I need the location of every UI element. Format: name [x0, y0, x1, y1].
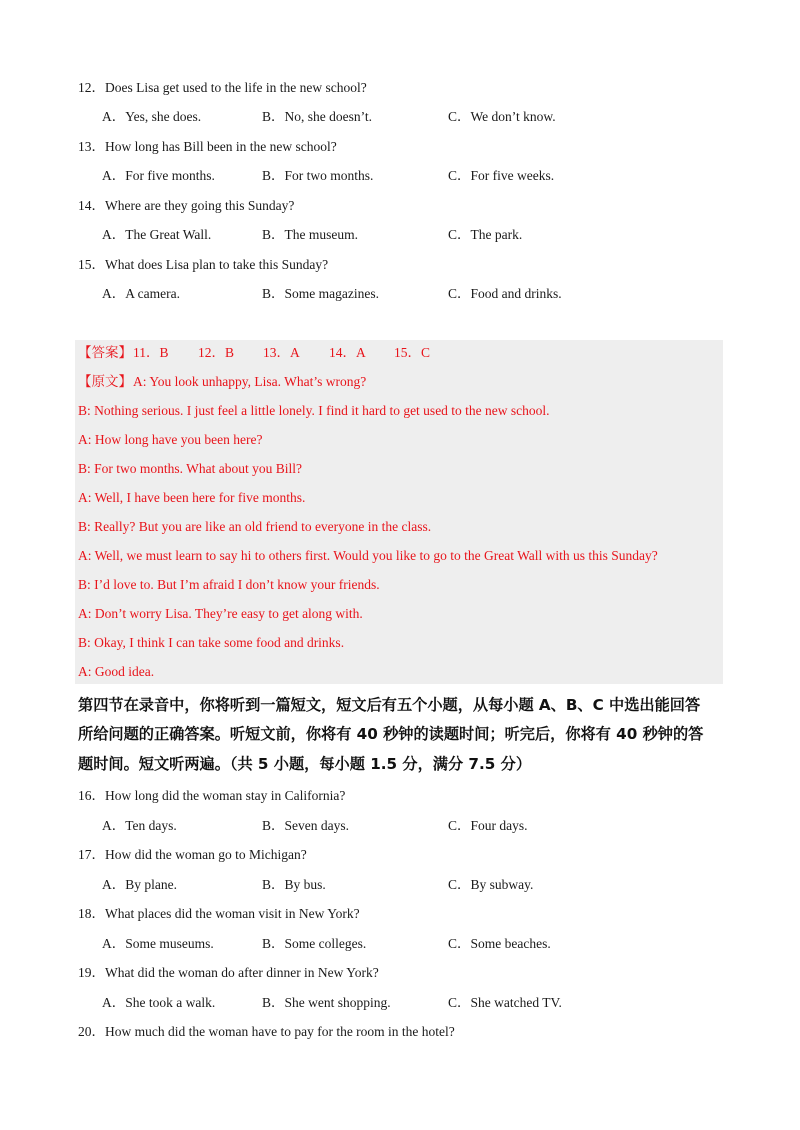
question-15-option-b: B．Some magazines. [262, 286, 379, 301]
transcript-line: A: Well, I have been here for five months. [78, 490, 306, 505]
transcript-line: B: Nothing serious. I just feel a little lonely. I find it hard to get used to the new school. [78, 403, 550, 418]
question-15-stem: 15．What does Lisa plan to take this Sunday? [78, 257, 329, 272]
answer-item-11: 11．B [133, 345, 169, 360]
section-4-heading-line: 所给问题的正确答案。听短文前，你将有 40 秒钟的读题时间；听完后，你将有 40 秒钟的答 [78, 725, 704, 743]
transcript-line: A: Well, we must learn to say hi to others first. Would you like to go to the Great Wall with us this Sunday? [78, 548, 658, 563]
transcript-line: B: I’d love to. But I’m afraid I don’t know your friends. [78, 577, 380, 592]
transcript-label: 【原文】 [78, 374, 132, 389]
question-16-stem: 16．How long did the woman stay in California? [78, 788, 346, 803]
transcript-line: A: You look unhappy, Lisa. What’s wrong? [133, 374, 367, 389]
question-13-option-c: C．For five weeks. [448, 168, 555, 183]
question-19-option-a: A．She took a walk. [102, 995, 216, 1010]
transcript-line: A: Don’t worry Lisa. They’re easy to get along with. [78, 606, 363, 621]
answer-item-13: 13．A [263, 345, 300, 360]
transcript-line: B: For two months. What about you Bill? [78, 461, 302, 476]
question-12-option-b: B．No, she doesn’t. [262, 109, 372, 124]
question-16-option-c: C．Four days. [448, 818, 528, 833]
transcript-line: B: Really? But you are like an old friend to everyone in the class. [78, 519, 432, 534]
question-16-option-a: A．Ten days. [102, 818, 177, 833]
question-18-option-b: B．Some colleges. [262, 936, 367, 951]
question-17-option-a: A．By plane. [102, 877, 177, 892]
section-4-heading-line: 题时间。短文听两遍。（共 5 小题，每小题 1.5 分，满分 7.5 分） [78, 755, 532, 773]
question-13-stem: 13．How long has Bill been in the new school? [78, 139, 337, 154]
transcript-line: A: Good idea. [78, 664, 155, 679]
question-16-option-b: B．Seven days. [262, 818, 349, 833]
question-19-option-c: C．She watched TV. [448, 995, 562, 1010]
question-14-option-a: A．The Great Wall. [102, 227, 212, 242]
question-13-option-a: A．For five months. [102, 168, 215, 183]
question-18-option-c: C．Some beaches. [448, 936, 551, 951]
question-17-option-c: C．By subway. [448, 877, 534, 892]
question-12-option-a: A．Yes, she does. [102, 109, 202, 124]
question-20-stem: 20．How much did the woman have to pay for the room in the hotel? [78, 1024, 455, 1039]
section-4-heading-line: 第四节在录音中，你将听到一篇短文，短文后有五个小题，从每小题 A、B、C 中选出能回答 [78, 696, 701, 714]
answer-item-12: 12．B [198, 345, 235, 360]
question-18-stem: 18．What places did the woman visit in New York? [78, 906, 360, 921]
question-12-option-c: C．We don’t know. [448, 109, 556, 124]
answer-label: 【答案】 [78, 345, 132, 360]
question-15-option-a: A．A camera. [102, 286, 180, 301]
question-12-stem: 12．Does Lisa get used to the life in the new school? [78, 80, 367, 95]
question-18-option-a: A．Some museums. [102, 936, 214, 951]
answer-item-15: 15．C [394, 345, 431, 360]
question-14-option-b: B．The museum. [262, 227, 358, 242]
question-17-stem: 17．How did the woman go to Michigan? [78, 847, 307, 862]
question-19-option-b: B．She went shopping. [262, 995, 391, 1010]
answer-item-14: 14．A [329, 345, 366, 360]
answer-box [75, 340, 723, 684]
transcript-line: A: How long have you been here? [78, 432, 263, 447]
question-14-stem: 14．Where are they going this Sunday? [78, 198, 295, 213]
question-19-stem: 19．What did the woman do after dinner in New York? [78, 965, 379, 980]
question-15-option-c: C．Food and drinks. [448, 286, 562, 301]
question-14-option-c: C．The park. [448, 227, 523, 242]
transcript-line: B: Okay, I think I can take some food and drinks. [78, 635, 345, 650]
question-17-option-b: B．By bus. [262, 877, 326, 892]
question-13-option-b: B．For two months. [262, 168, 374, 183]
